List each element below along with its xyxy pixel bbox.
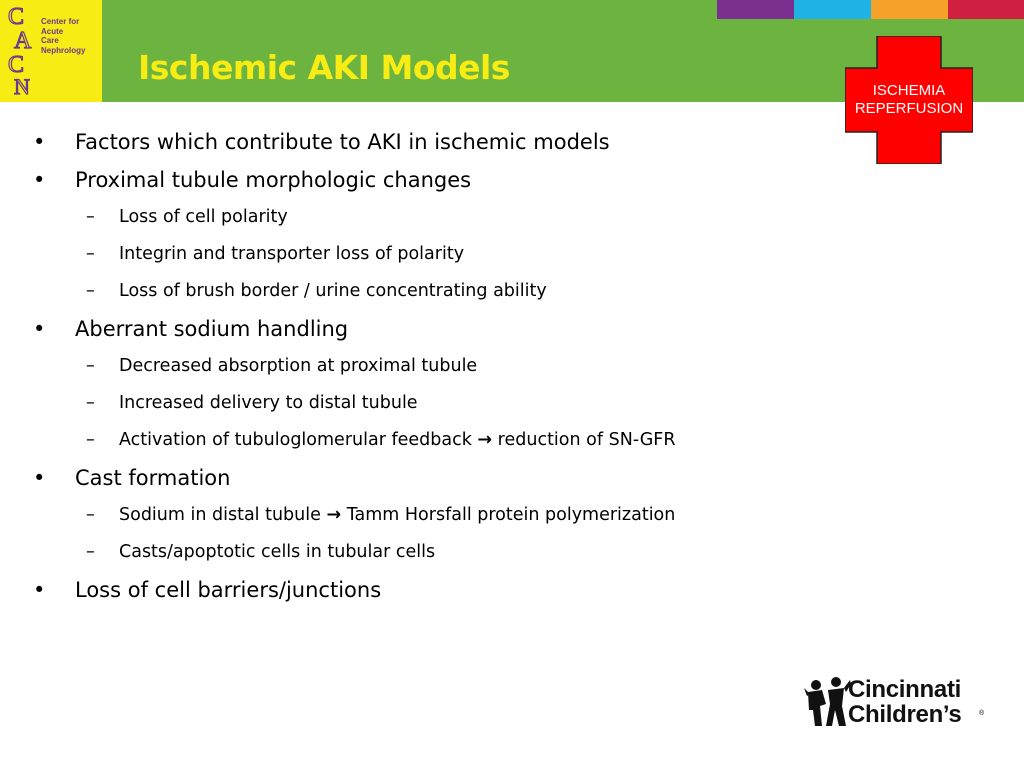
childrens-figures-icon <box>802 674 852 732</box>
sub-bullet-text: Sodium in distal tubule <box>119 505 321 525</box>
logo-line-3: Care <box>41 36 59 45</box>
bullet-item <box>0 126 840 164</box>
bullet-item <box>0 574 840 612</box>
sub-bullet-item <box>0 537 840 574</box>
badge-line-1: ISCHEMIA <box>872 82 946 99</box>
bullet-text: Factors which contribute to AKI in ischemic models <box>75 130 610 154</box>
logo-text <box>41 17 85 55</box>
dash-mark: – <box>86 356 95 376</box>
sub-bullet-text: Integrin and transporter loss of polarity <box>119 244 465 264</box>
cincinnati-childrens-logo <box>802 674 992 732</box>
dash-mark: – <box>86 207 95 227</box>
dash-mark: – <box>86 281 95 301</box>
arrow-right-icon: → <box>326 505 342 525</box>
cacn-letters-icon <box>6 2 40 100</box>
bullet-item <box>0 313 840 351</box>
bullet-item <box>0 164 840 202</box>
dash-mark: – <box>86 430 95 450</box>
badge-line-2: REPERFUSION <box>854 100 964 117</box>
slide-title: Ischemic AKI Models <box>138 48 510 87</box>
cacn-logo <box>0 0 102 102</box>
sub-bullet-item <box>0 202 840 239</box>
footer-wordmark <box>848 677 961 727</box>
sub-bullet-text: Loss of brush border / urine concentrating ability <box>119 281 547 301</box>
color-strip-blue <box>794 0 871 19</box>
bullet-mark: • <box>33 317 46 341</box>
bullet-item <box>0 462 840 500</box>
logo-line-2: Acute <box>41 26 64 36</box>
sub-bullet-item <box>0 276 840 313</box>
logo-line-4: Nephrology <box>41 45 86 55</box>
ischemia-reperfusion-label <box>845 82 973 118</box>
bullet-text: Loss of cell barriers/junctions <box>75 578 382 602</box>
bullet-text: Aberrant sodium handling <box>75 317 349 341</box>
arrow-right-icon: → <box>477 430 493 450</box>
bullet-mark: • <box>33 130 46 154</box>
dash-mark: – <box>86 393 95 413</box>
footer-line-1: Cincinnati <box>848 676 962 703</box>
registered-mark: ® <box>979 710 985 717</box>
dash-mark: – <box>86 542 95 562</box>
color-strip-purple <box>717 0 794 19</box>
bullet-text: Cast formation <box>75 466 231 490</box>
bullet-mark: • <box>33 168 46 192</box>
footer-line-2: Children’s <box>848 701 962 728</box>
bullet-mark: • <box>33 466 46 490</box>
color-strip-orange <box>871 0 948 19</box>
logo-letter-n: N <box>14 74 30 99</box>
bullet-text: Proximal tubule morphologic changes <box>75 168 472 192</box>
sub-bullet-text: Decreased absorption at proximal tubule <box>119 356 478 376</box>
dash-mark: – <box>86 505 95 525</box>
sub-bullet-item <box>0 500 840 537</box>
color-strip-red <box>948 0 1024 19</box>
logo-letter-c1: C <box>8 4 25 30</box>
logo-line-1: Center for <box>41 17 80 26</box>
logo-letter-c2: C <box>8 52 25 78</box>
sub-bullet-text: Increased delivery to distal tubule <box>119 393 418 413</box>
dash-mark: – <box>86 244 95 264</box>
sub-bullet-text: reduction of SN-GFR <box>497 430 676 450</box>
logo-letter-a: A <box>14 28 32 54</box>
sub-bullet-text: Casts/apoptotic cells in tubular cells <box>119 542 436 562</box>
sub-bullet-text: Tamm Horsfall protein polymerization <box>346 505 676 525</box>
bullet-list <box>0 126 840 612</box>
sub-bullet-text: Activation of tubuloglomerular feedback <box>119 430 472 450</box>
sub-bullet-item <box>0 388 840 425</box>
sub-bullet-text: Loss of cell polarity <box>119 207 288 227</box>
bullet-mark: • <box>33 578 46 602</box>
sub-bullet-item <box>0 425 840 462</box>
sub-bullet-item <box>0 351 840 388</box>
sub-bullet-item <box>0 239 840 276</box>
